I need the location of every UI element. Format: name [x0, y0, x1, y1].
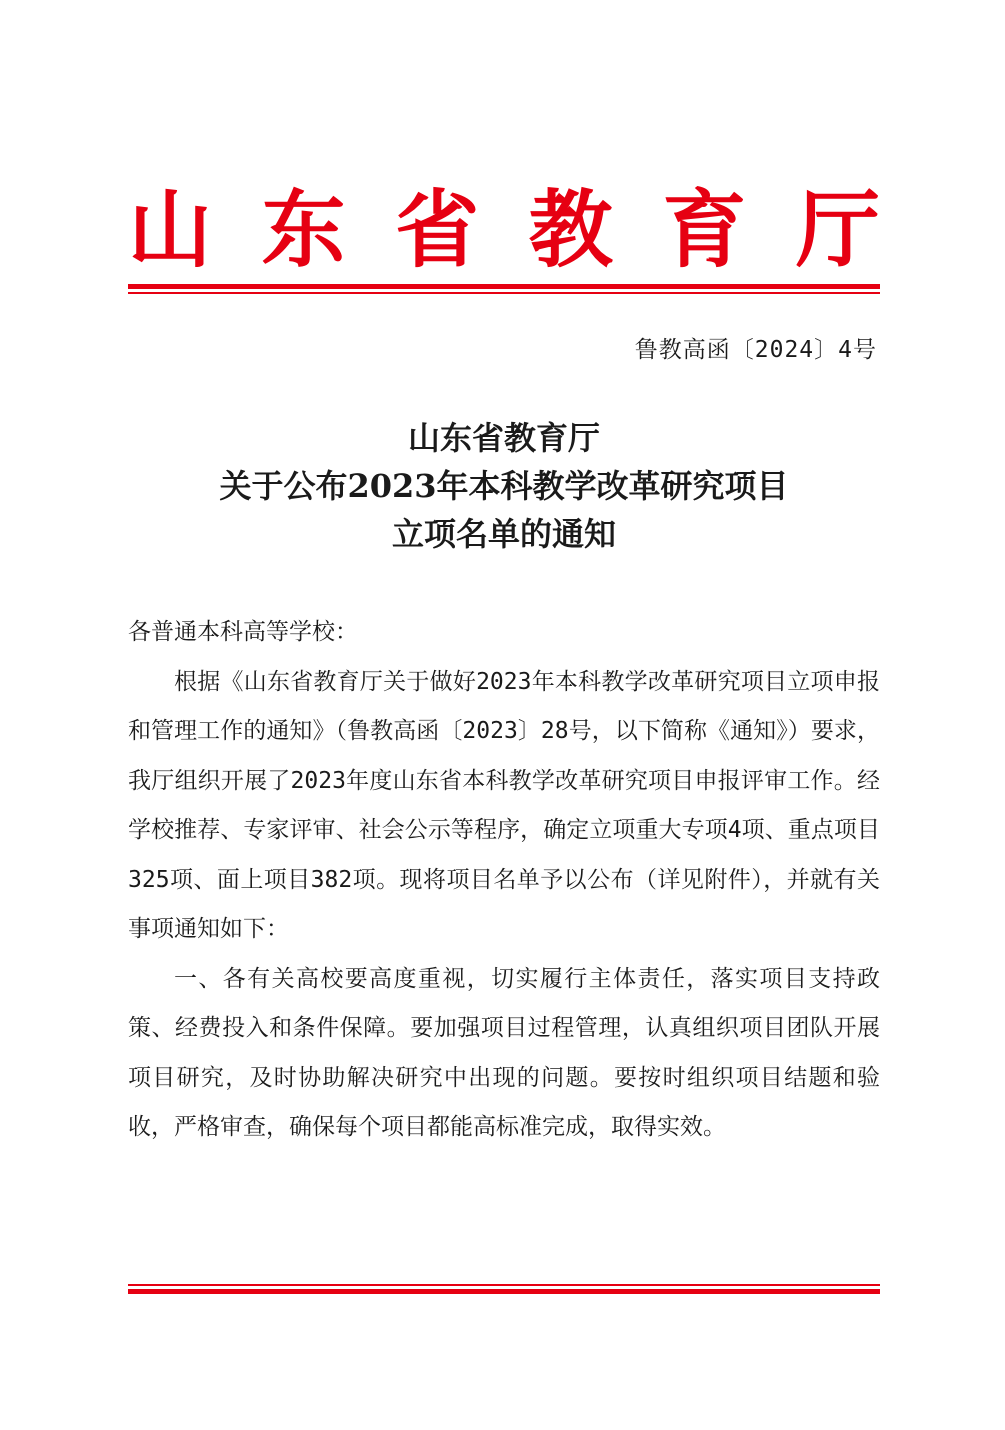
document-number: 鲁教高函〔2024〕4号	[634, 337, 877, 363]
document-body	[128, 608, 880, 1153]
masthead-char: 山	[128, 180, 213, 279]
salutation: 各普通本科高等学校：	[128, 619, 358, 645]
paragraph-1: 根据《山东省教育厅关于做好2023年本科教学改革研究项目立项申报和管理工作的通知》（鲁教高函〔2023〕28号，以下简称《通知》）要求，我厅组织开展了2023年度山东省本科教学改革研究项目申报评审工作。经学校推荐、专家评审、社会公示等程序，确定立项重大专项4项、重点项目325项、面上项目382项。现将项目名单予以公布（详见附件），并就有关事项通知如下：	[128, 668, 880, 942]
document-title	[128, 414, 880, 558]
header-red-rule	[128, 284, 880, 294]
masthead-title	[128, 180, 880, 280]
masthead-char: 厅	[795, 180, 880, 279]
masthead-char: 东	[261, 180, 346, 279]
paragraph-2: 一、各有关高校要高度重视，切实履行主体责任，落实项目支持政策、经费投入和条件保障。要加强项目过程管理，认真组织项目团队开展项目研究，及时协助解决研究中出现的问题。要按时组织项目结题和验收，严格审查，确保每个项目都能高标准完成，取得实效。	[128, 965, 880, 1140]
title-line-2: 关于公布2023年本科教学改革研究项目	[219, 467, 789, 505]
masthead-char: 育	[662, 180, 747, 279]
masthead-char: 教	[528, 180, 613, 279]
rule-thick-line	[128, 1289, 880, 1294]
title-line-1: 山东省教育厅	[407, 419, 600, 457]
footer-red-rule	[128, 1284, 880, 1294]
rule-thin-line	[128, 292, 880, 294]
masthead-char: 省	[395, 180, 480, 279]
title-line-3: 立项名单的通知	[391, 515, 616, 553]
